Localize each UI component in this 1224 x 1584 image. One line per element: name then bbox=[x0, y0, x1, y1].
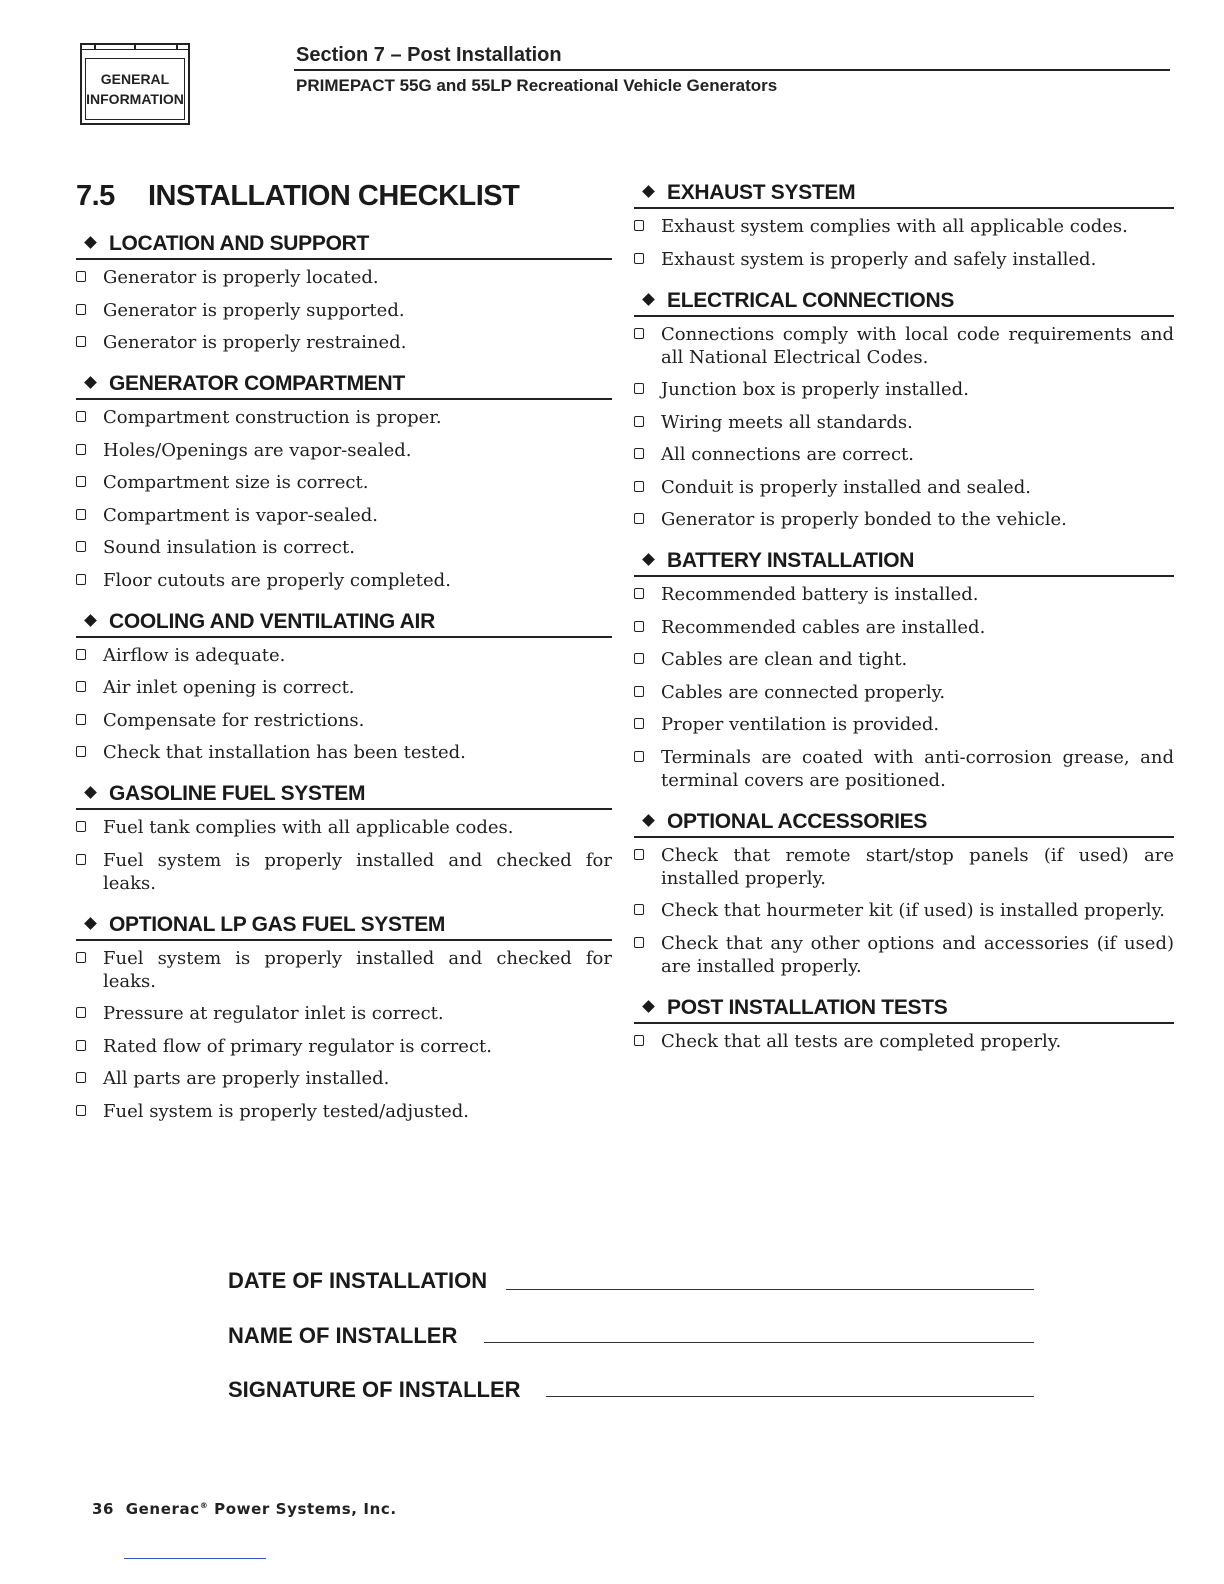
checklist-item-text: Pressure at regulator inlet is correct. bbox=[103, 1003, 444, 1024]
checklist-item bbox=[76, 644, 612, 667]
checklist-item bbox=[634, 932, 1174, 978]
checklist-item-text: All parts are properly installed. bbox=[103, 1068, 390, 1089]
checklist-item-text: Compartment is vapor-sealed. bbox=[103, 504, 378, 526]
checklist-item bbox=[634, 616, 1174, 639]
checklist-item-text: Conduit is properly installed and sealed. bbox=[661, 476, 1031, 498]
section-generator-compartment bbox=[76, 370, 612, 592]
checklist-item bbox=[634, 899, 1174, 922]
checkbox-icon[interactable] bbox=[634, 416, 644, 427]
section-heading-text: COOLING AND VENTILATING AIR bbox=[109, 609, 435, 633]
checklist-item bbox=[76, 1002, 612, 1025]
checklist-item bbox=[76, 439, 612, 462]
checkbox-icon[interactable] bbox=[634, 328, 644, 339]
section-exhaust-system bbox=[634, 179, 1174, 271]
checklist-item-text: Generator is properly bonded to the vehicle. bbox=[661, 509, 1067, 530]
checklist-item-text: Sound insulation is correct. bbox=[103, 537, 355, 558]
checkbox-icon[interactable] bbox=[76, 1105, 86, 1116]
checklist-item-text: Recommended cables are installed. bbox=[661, 616, 986, 638]
section-number: 7.5 bbox=[76, 180, 115, 212]
checkbox-icon[interactable] bbox=[634, 751, 644, 762]
checklist-item-text: Proper ventilation is provided. bbox=[661, 714, 940, 735]
checkbox-icon[interactable] bbox=[634, 220, 644, 231]
checklist-item-text: Fuel system is properly installed and checked for leaks. bbox=[103, 849, 612, 894]
checklist-item-text: Check that hourmeter kit (if used) is installed properly. bbox=[661, 900, 1166, 921]
section-heading bbox=[76, 370, 612, 400]
section-heading-text: LOCATION AND SUPPORT bbox=[109, 232, 369, 255]
tab-label-line2: INFORMATION bbox=[86, 91, 184, 107]
section-heading-text: OPTIONAL LP GAS FUEL SYSTEM bbox=[109, 912, 446, 936]
checklist-item bbox=[76, 947, 612, 993]
checklist-item-text: Compensate for restrictions. bbox=[103, 709, 365, 731]
name-of-installer-label: NAME OF INSTALLER bbox=[228, 1323, 458, 1348]
checklist-item-text: Generator is properly supported. bbox=[103, 299, 405, 321]
checklist-item bbox=[76, 299, 612, 322]
checkbox-icon[interactable] bbox=[634, 621, 644, 632]
section-battery-installation bbox=[634, 547, 1174, 792]
section-electrical-connections bbox=[634, 287, 1174, 532]
checklist-item bbox=[634, 1030, 1174, 1053]
checkbox-icon[interactable] bbox=[634, 686, 644, 697]
checkbox-icon[interactable] bbox=[634, 448, 644, 459]
checklist-item-text: Exhaust system complies with all applicable codes. bbox=[661, 216, 1128, 237]
checklist-item-text: Floor cutouts are properly completed. bbox=[103, 569, 451, 591]
checkbox-icon[interactable] bbox=[634, 481, 644, 492]
diamond-bullet-icon bbox=[84, 917, 97, 930]
section-heading bbox=[634, 547, 1174, 577]
name-of-installer-field[interactable] bbox=[484, 1342, 1034, 1343]
checkbox-icon[interactable] bbox=[634, 1035, 644, 1046]
checklist-item bbox=[76, 816, 612, 839]
section-heading-text: BATTERY INSTALLATION bbox=[667, 549, 915, 572]
checklist-item bbox=[634, 681, 1174, 704]
checklist-item-text: Recommended battery is installed. bbox=[661, 584, 979, 605]
checklist-item-text: Check that any other options and accessories (if used) are installed properly. bbox=[661, 932, 1174, 977]
checkbox-icon[interactable] bbox=[634, 653, 644, 664]
section-subtitle: PRIMEPACT 55G and 55LP Recreational Vehicle Generators bbox=[296, 76, 778, 95]
checkbox-icon[interactable] bbox=[76, 649, 86, 660]
checkbox-icon[interactable] bbox=[634, 904, 644, 915]
checklist-item bbox=[76, 709, 612, 732]
tab-label-line1: GENERAL bbox=[100, 71, 170, 87]
checkbox-icon[interactable] bbox=[634, 513, 644, 524]
checklist-item bbox=[76, 741, 612, 764]
checklist-item bbox=[634, 476, 1174, 499]
checklist-item bbox=[76, 266, 612, 289]
checklist-item bbox=[76, 849, 612, 895]
checklist-item-text: Air inlet opening is correct. bbox=[103, 677, 355, 698]
section-heading-text: EXHAUST SYSTEM bbox=[667, 181, 856, 204]
tab-top-line bbox=[82, 49, 188, 50]
checklist-item-text: Rated flow of primary regulator is correct. bbox=[103, 1035, 492, 1057]
checklist-item bbox=[76, 471, 612, 494]
tab-label bbox=[85, 58, 185, 120]
checkbox-icon[interactable] bbox=[76, 746, 86, 757]
checklist-item bbox=[76, 536, 612, 559]
checklist-right-column bbox=[634, 179, 1174, 1069]
checklist-item-text: Exhaust system is properly and safely installed. bbox=[661, 248, 1097, 270]
footer-link-line bbox=[124, 1558, 266, 1559]
date-of-installation-label: DATE OF INSTALLATION bbox=[228, 1268, 488, 1293]
checkbox-icon[interactable] bbox=[76, 541, 86, 552]
checklist-item bbox=[634, 378, 1174, 401]
checkbox-icon[interactable] bbox=[76, 714, 86, 725]
checklist-item bbox=[634, 583, 1174, 606]
checkbox-icon[interactable] bbox=[76, 271, 86, 282]
checklist-item bbox=[634, 508, 1174, 531]
tab-tick bbox=[176, 45, 178, 49]
checklist-item-text: Check that remote start/stop panels (if used) are installed properly. bbox=[661, 844, 1174, 889]
section-heading bbox=[76, 911, 612, 941]
checklist-item bbox=[76, 1067, 612, 1090]
registered-mark: ® bbox=[199, 1501, 209, 1510]
checklist-item-text: Airflow is adequate. bbox=[103, 644, 286, 666]
checklist-item-text: Cables are clean and tight. bbox=[661, 649, 908, 670]
checklist-item bbox=[76, 676, 612, 699]
checklist-item bbox=[634, 443, 1174, 466]
checklist-item-text: Check that installation has been tested. bbox=[103, 742, 466, 763]
section-heading-text: GASOLINE FUEL SYSTEM bbox=[109, 782, 366, 805]
tab-tick bbox=[94, 45, 96, 49]
checklist-item bbox=[634, 713, 1174, 736]
section-heading bbox=[634, 287, 1174, 317]
checkbox-icon[interactable] bbox=[634, 718, 644, 729]
diamond-bullet-icon bbox=[642, 814, 655, 827]
diamond-bullet-icon bbox=[84, 614, 97, 627]
page-title bbox=[76, 180, 519, 213]
checklist-item-text: Connections comply with local code requirements and all National Electrical Codes. bbox=[661, 323, 1174, 368]
checklist-item bbox=[634, 411, 1174, 434]
checklist-item-text: Fuel tank complies with all applicable codes. bbox=[103, 817, 514, 838]
section-heading bbox=[634, 808, 1174, 838]
checkbox-icon[interactable] bbox=[76, 1072, 86, 1083]
diamond-bullet-icon bbox=[84, 236, 97, 249]
checklist-item-text: Fuel system is properly installed and checked for leaks. bbox=[103, 947, 612, 992]
section-heading bbox=[634, 179, 1174, 209]
tab-tick bbox=[134, 45, 136, 49]
diamond-bullet-icon bbox=[642, 293, 655, 306]
checkbox-icon[interactable] bbox=[76, 476, 86, 487]
checkbox-icon[interactable] bbox=[634, 849, 644, 860]
checklist-item bbox=[634, 844, 1174, 890]
checklist-item bbox=[634, 323, 1174, 369]
checklist-item bbox=[76, 406, 612, 429]
checklist-item-text: Holes/Openings are vapor-sealed. bbox=[103, 439, 412, 461]
section-heading-text: OPTIONAL ACCESSORIES bbox=[667, 809, 928, 833]
section-heading bbox=[634, 994, 1174, 1024]
checklist-item-text: Cables are connected properly. bbox=[661, 681, 946, 703]
checklist-item bbox=[634, 746, 1174, 792]
section-gasoline-fuel-system bbox=[76, 780, 612, 895]
checklist-item-text: All connections are correct. bbox=[661, 444, 914, 465]
checkbox-icon[interactable] bbox=[76, 304, 86, 315]
signature-of-installer-label: SIGNATURE OF INSTALLER bbox=[228, 1377, 521, 1402]
checklist-item-text: Generator is properly located. bbox=[103, 267, 379, 288]
section-optional-accessories bbox=[634, 808, 1174, 978]
checklist-item-text: Junction box is properly installed. bbox=[661, 379, 969, 400]
diamond-bullet-icon bbox=[642, 553, 655, 566]
checkbox-icon[interactable] bbox=[76, 952, 86, 963]
section-heading bbox=[76, 780, 612, 810]
section-post-installation-tests bbox=[634, 994, 1174, 1053]
checkbox-icon[interactable] bbox=[634, 937, 644, 948]
section-heading bbox=[76, 230, 612, 260]
section-title: Section 7 – Post Installation bbox=[296, 44, 562, 66]
checkbox-icon[interactable] bbox=[76, 444, 86, 455]
checkbox-icon[interactable] bbox=[76, 1007, 86, 1018]
checklist-item-text: Check that all tests are completed properly. bbox=[661, 1030, 1062, 1052]
diamond-bullet-icon bbox=[642, 1000, 655, 1013]
checklist-item bbox=[76, 1100, 612, 1123]
company-name: Generac bbox=[125, 1500, 200, 1518]
diamond-bullet-icon bbox=[84, 786, 97, 799]
checkbox-icon[interactable] bbox=[76, 411, 86, 422]
checkbox-icon[interactable] bbox=[76, 1040, 86, 1051]
checklist-item bbox=[634, 648, 1174, 671]
section-location-and-support bbox=[76, 230, 612, 354]
checklist-item bbox=[76, 331, 612, 354]
checkbox-icon[interactable] bbox=[634, 588, 644, 599]
checklist-item bbox=[634, 215, 1174, 238]
checklist-left-column bbox=[76, 230, 612, 1139]
diamond-bullet-icon bbox=[84, 376, 97, 389]
company-name-rest: Power Systems, Inc. bbox=[214, 1500, 397, 1518]
section-heading-text: GENERATOR COMPARTMENT bbox=[109, 372, 405, 395]
checklist-item bbox=[634, 248, 1174, 271]
section-heading: INSTALLATION CHECKLIST bbox=[148, 180, 520, 212]
checkbox-icon[interactable] bbox=[76, 509, 86, 520]
date-of-installation-field[interactable] bbox=[506, 1289, 1034, 1290]
section-heading-text: ELECTRICAL CONNECTIONS bbox=[667, 288, 955, 312]
checklist-item-text: Generator is properly restrained. bbox=[103, 332, 407, 353]
header-rule bbox=[294, 69, 1170, 71]
page-number: 36 bbox=[92, 1500, 115, 1518]
checkbox-icon[interactable] bbox=[634, 253, 644, 264]
section-heading bbox=[76, 608, 612, 638]
general-information-tab bbox=[80, 43, 190, 125]
section-optional-lp-gas-fuel-system bbox=[76, 911, 612, 1123]
checklist-item-text: Terminals are coated with anti-corrosion grease, and terminal covers are positioned. bbox=[661, 746, 1174, 791]
checkbox-icon[interactable] bbox=[76, 821, 86, 832]
checkbox-icon[interactable] bbox=[76, 681, 86, 692]
section-cooling-and-ventilating-air bbox=[76, 608, 612, 765]
checkbox-icon[interactable] bbox=[76, 574, 86, 585]
checklist-item bbox=[76, 1035, 612, 1058]
checkbox-icon[interactable] bbox=[634, 383, 644, 394]
diamond-bullet-icon bbox=[642, 185, 655, 198]
page-footer bbox=[92, 1500, 397, 1518]
checklist-item-text: Fuel system is properly tested/adjusted. bbox=[103, 1100, 470, 1122]
checklist-item-text: Compartment size is correct. bbox=[103, 472, 369, 493]
section-heading-text: POST INSTALLATION TESTS bbox=[667, 995, 948, 1019]
checklist-item bbox=[76, 504, 612, 527]
signature-of-installer-field[interactable] bbox=[546, 1396, 1034, 1397]
checklist-item-text: Compartment construction is proper. bbox=[103, 407, 442, 428]
checkbox-icon[interactable] bbox=[76, 336, 86, 347]
checklist-item bbox=[76, 569, 612, 592]
checklist-item-text: Wiring meets all standards. bbox=[661, 411, 913, 433]
checkbox-icon[interactable] bbox=[76, 854, 86, 865]
